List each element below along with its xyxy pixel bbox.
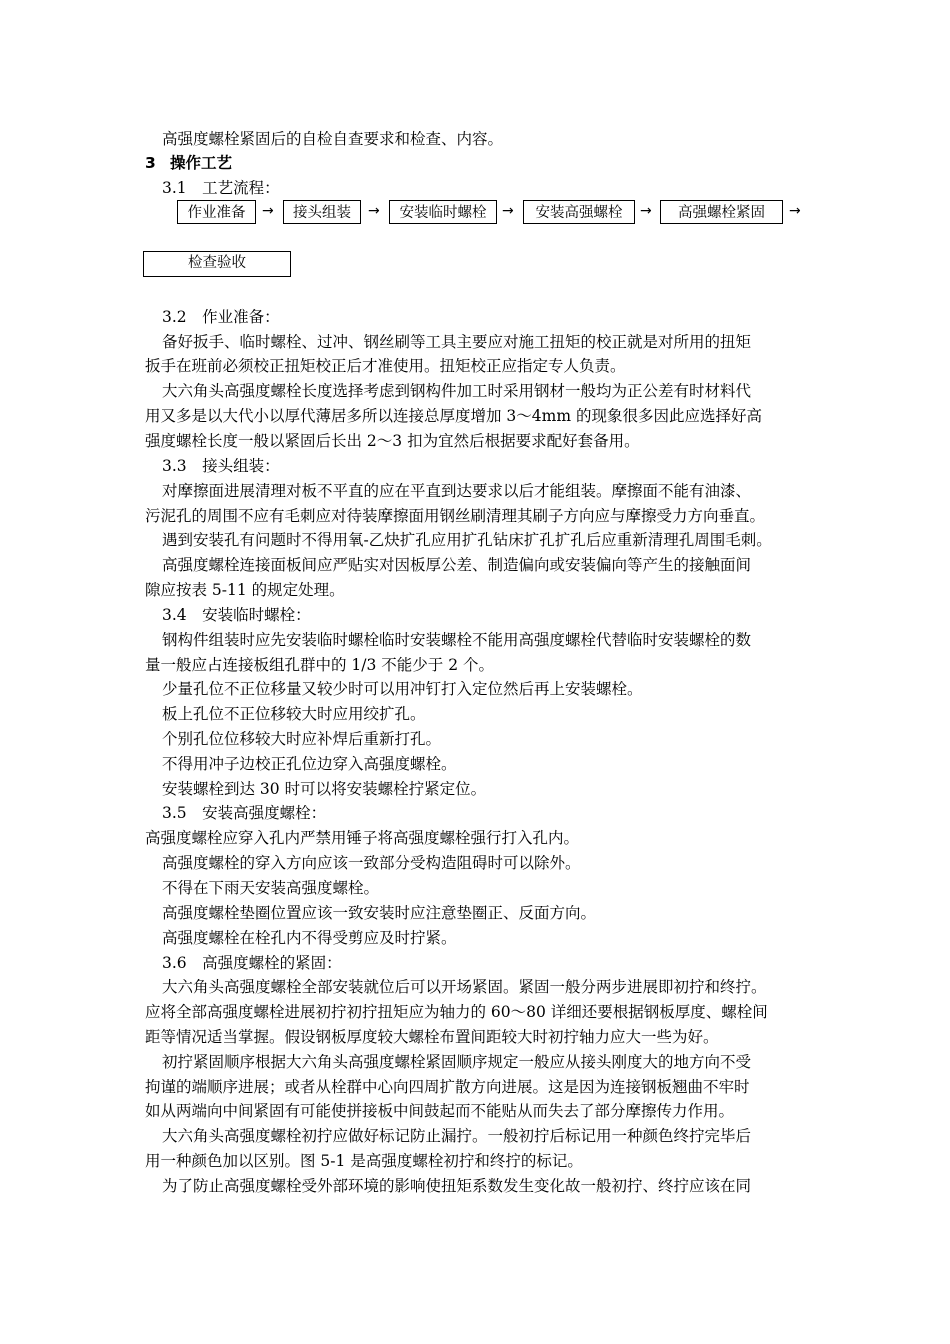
paragraph-line: 初拧紧固顺序根据大六角头高强度螺栓紧固顺序规定一般应从接头刚度大的地方向不受 <box>162 1053 752 1071</box>
flow-arrow-icon: → <box>640 203 652 219</box>
paragraph-line: 大六角头高强度螺栓初拧应做好标记防止漏拧。一般初拧后标记用一种颜色终拧完毕后 <box>162 1127 752 1145</box>
section-3-title: 操作工艺 <box>170 154 233 172</box>
paragraph-line: 用一种颜色加以区别。图 5-1 是高强度螺栓初拧和终拧的标记。 <box>145 1152 583 1170</box>
paragraph-line: 遇到安装孔有问题时不得用氧-乙炔扩孔应用扩孔钻床扩孔扩孔后应重新清理孔周围毛刺。 <box>162 531 772 549</box>
paragraph-line: 距等情况适当掌握。假设钢板厚度较大螺栓布置间距较大时初拧轴力应大一些为好。 <box>145 1028 719 1046</box>
paragraph-line: 个别孔位位移较大时应补焊后重新打孔。 <box>162 730 442 748</box>
paragraph-line: 备好扳手、临时螺栓、过冲、钢丝刷等工具主要应对施工扭矩的校正就是对所用的扭矩 <box>162 333 752 351</box>
paragraph-line: 大六角头高强度螺栓全部安装就位后可以开场紧固。紧固一般分两步进展即初拧和终拧。 <box>162 978 767 996</box>
paragraph-line: 少量孔位不正位移量又较少时可以用冲钉打入定位然后再上安装螺栓。 <box>162 680 643 698</box>
paragraph-line: 如从两端向中间紧固有可能使拼接板中间鼓起而不能贴从而失去了部分摩擦传力作用。 <box>145 1102 735 1120</box>
paragraph-line: 高强度螺栓的穿入方向应该一致部分受构造阻碍时可以除外。 <box>162 854 581 872</box>
paragraph-line: 钢构件组装时应先安装临时螺栓临时安装螺栓不能用高强度螺栓代替临时安装螺栓的数 <box>162 631 752 649</box>
flow-arrow-icon: → <box>262 203 274 219</box>
paragraph-line: 不得在下雨天安装高强度螺栓。 <box>162 879 380 897</box>
paragraph-line: 量一般应占连接板组孔群中的 1/3 不能少于 2 个。 <box>145 656 495 674</box>
intro-paragraph: 高强度螺栓紧固后的自检自查要求和检查、内容。 <box>162 130 504 148</box>
paragraph-line: 用又多是以大代小以厚代薄居多所以连接总厚度增加 3～4mm 的现象很多因此应选择好高 <box>145 407 762 425</box>
paragraph-line: 扳手在班前必须校正扭矩校正后才准使用。扭矩校正应指定专人负责。 <box>145 357 626 375</box>
paragraph-line: 为了防止高强度螺栓受外部环境的影响使扭矩系数发生变化故一般初拧、终拧应该在同 <box>162 1177 752 1195</box>
paragraph-line: 隙应按表 5-11 的规定处理。 <box>145 581 345 599</box>
paragraph-line: 高强度螺栓垫圈位置应该一致安装时应注意垫圈正、反面方向。 <box>162 904 597 922</box>
flow-step-joint-assembly: 接头组装 <box>283 200 361 224</box>
heading-3-3: 3.3 接头组装： <box>162 457 280 475</box>
heading-3-6: 3.6 高强度螺栓的紧固： <box>162 954 342 972</box>
section-3-number: 3 <box>145 154 156 172</box>
paragraph-line: 大六角头高强度螺栓长度选择考虑到钢构件加工时采用钢材一般均为正公差有时材料代 <box>162 382 752 400</box>
paragraph-line: 强度螺栓长度一般以紧固后长出 2～3 扣为宜然后根据要求配好套备用。 <box>145 432 640 450</box>
flow-step-prep: 作业准备 <box>177 200 256 224</box>
paragraph-line: 板上孔位不正位移较大时应用绞扩孔。 <box>162 705 426 723</box>
flow-arrow-icon: → <box>368 203 380 219</box>
heading-3-4: 3.4 安装临时螺栓： <box>162 606 311 624</box>
flow-step-hs-bolts: 安装高强螺栓 <box>523 200 635 224</box>
heading-3-2: 3.2 作业准备： <box>162 308 280 326</box>
paragraph-line: 不得用冲子边校正孔位边穿入高强度螺栓。 <box>162 755 457 773</box>
flow-arrow-icon: → <box>502 203 514 219</box>
paragraph-line: 高强度螺栓应穿入孔内严禁用锤子将高强度螺栓强行打入孔内。 <box>145 829 580 847</box>
paragraph-line: 安装螺栓到达 30 时可以将安装螺栓拧紧定位。 <box>162 780 487 798</box>
paragraph-line: 对摩擦面进展清理对板不平直的应在平直到达要求以后才能组装。摩擦面不能有油漆、 <box>162 482 752 500</box>
paragraph-line: 应将全部高强度螺栓进展初拧初拧扭矩应为轴力的 60～80 详细还要根据钢板厚度、螺栓间 <box>145 1003 768 1021</box>
flow-step-tightening: 高强螺栓紧固 <box>660 200 783 224</box>
heading-3-1: 3.1 工艺流程： <box>162 179 280 197</box>
paragraph-line: 高强度螺栓连接面板间应严贴实对因板厚公差、制造偏向或安装偏向等产生的接触面间 <box>162 556 752 574</box>
paragraph-line: 高强度螺栓在栓孔内不得受剪应及时拧紧。 <box>162 929 457 947</box>
paragraph-line: 拘谨的端顺序进展；或者从栓群中心向四周扩散方向进展。这是因为连接钢板翘曲不牢时 <box>145 1078 750 1096</box>
flow-step-inspection: 检查验收 <box>143 251 291 277</box>
heading-3-5: 3.5 安装高强度螺栓： <box>162 804 327 822</box>
flow-step-temp-bolts: 安装临时螺栓 <box>389 200 497 224</box>
flow-arrow-icon: → <box>789 203 801 219</box>
paragraph-line: 污泥孔的周围不应有毛刺应对待装摩擦面用钢丝刷清理其刷子方向应与摩擦受力方向垂直。 <box>145 507 766 525</box>
